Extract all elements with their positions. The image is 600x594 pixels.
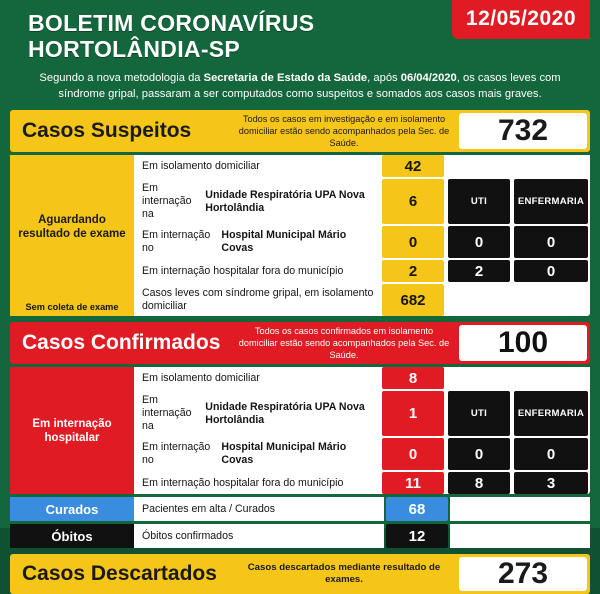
- row-desc-bold: Hospital Municipal Mário Covas: [221, 229, 347, 254]
- table-row: [134, 391, 590, 438]
- descartados-band: [10, 554, 590, 594]
- descartados-title: Casos Descartados: [22, 562, 217, 585]
- confirmados-title: Casos Confirmados: [22, 331, 221, 354]
- row-uti-value: 0: [448, 226, 510, 258]
- suspeitos-side-column: [10, 155, 134, 316]
- table-row: [134, 472, 590, 494]
- row-uti-value: 8: [448, 472, 510, 494]
- obitos-description: Óbitos confirmados: [134, 524, 384, 548]
- suspeitos-body: [10, 155, 590, 316]
- curados-label: Curados: [10, 497, 134, 521]
- table-row: [134, 367, 590, 391]
- row-description: [134, 260, 380, 282]
- row-description: [134, 226, 380, 258]
- confirmados-side-label: Em internação hospitalar: [10, 367, 134, 494]
- row-desc-text: Em isolamento domiciliar: [142, 371, 260, 384]
- row-description: [134, 284, 380, 316]
- row-enfermaria-value: 0: [514, 226, 588, 258]
- suspeitos-total: 732: [459, 113, 587, 149]
- section-confirmados: [10, 322, 590, 548]
- row-value: 6: [382, 179, 444, 224]
- row-description: [134, 367, 380, 389]
- confirmados-side-column: [10, 367, 134, 494]
- row-enfermaria-spacer: [514, 155, 588, 177]
- methodology-bold-2: 06/04/2020: [400, 72, 457, 84]
- suspeitos-rows: [134, 155, 590, 316]
- suspeitos-side-tag: Sem coleta de exame: [10, 299, 134, 316]
- column-header-enfermaria: ENFERMARIA: [514, 179, 588, 224]
- table-row: [134, 179, 590, 226]
- suspeitos-title: Casos Suspeitos: [22, 119, 192, 142]
- row-value: 8: [382, 367, 444, 389]
- table-row: [134, 155, 590, 179]
- row-uti-value: 0: [448, 438, 510, 470]
- table-row: [134, 226, 590, 260]
- column-header-uti: UTI: [448, 391, 510, 436]
- confirmados-body: [10, 367, 590, 494]
- row-desc-bold: Unidade Respiratória UPA Nova Hortolândia: [205, 188, 365, 214]
- row-value: 682: [382, 284, 444, 316]
- methodology-note: [10, 68, 590, 110]
- row-desc-text: Casos leves com síndrome gripal, em isolamento domiciliar: [142, 287, 374, 312]
- column-header-enfermaria: ENFERMARIA: [514, 391, 588, 436]
- row-value: 0: [382, 226, 444, 258]
- row-uti-spacer: [448, 155, 510, 177]
- row-desc-text: Em internação no: [142, 229, 211, 254]
- row-description: [134, 438, 380, 470]
- curados-strip: [10, 497, 590, 521]
- title-line-2: HORTOLÂNDIA-SP: [28, 36, 241, 62]
- row-description: [134, 179, 380, 224]
- row-value: 1: [382, 391, 444, 436]
- row-desc-text: Em internação hospitalar fora do município: [142, 476, 344, 489]
- row-uti-spacer: [448, 284, 510, 316]
- suspeitos-band: [10, 110, 590, 152]
- curados-value: 68: [386, 497, 448, 521]
- curados-pad: [450, 497, 590, 521]
- row-value: 0: [382, 438, 444, 470]
- row-enfermaria-spacer: [514, 367, 588, 389]
- row-desc-text: Em internação no: [142, 441, 211, 466]
- obitos-label: Óbitos: [10, 524, 134, 548]
- row-value: 11: [382, 472, 444, 494]
- obitos-value: 12: [386, 524, 448, 548]
- methodology-part-2: , após: [367, 72, 401, 84]
- section-suspeitos: [10, 110, 590, 316]
- row-desc-text: Em internação na: [142, 182, 192, 220]
- date-badge: 12/05/2020: [452, 0, 590, 39]
- header: [10, 0, 590, 68]
- confirmados-band: [10, 322, 590, 364]
- row-description: [134, 155, 380, 177]
- row-desc-text: Em internação na: [142, 394, 192, 432]
- methodology-part-3: , os casos leves com síndrome gripal, passaram a ser computados como suspeitos e somados aos casos mais graves.: [58, 72, 561, 100]
- row-desc-text: Em internação hospitalar fora do município: [142, 264, 344, 277]
- methodology-bold-1: Secretaria de Estado da Saúde: [203, 72, 368, 84]
- row-enfermaria-spacer: [514, 284, 588, 316]
- section-descartados: [10, 554, 590, 594]
- row-value: 42: [382, 155, 444, 177]
- row-desc-bold: Hospital Municipal Mário Covas: [221, 441, 347, 466]
- suspeitos-side-label: Aguardando resultado de exame: [10, 155, 134, 299]
- row-desc-text: Em isolamento domiciliar: [142, 159, 260, 172]
- row-value: 2: [382, 260, 444, 282]
- confirmados-rows: [134, 367, 590, 494]
- row-enfermaria-value: 0: [514, 438, 588, 470]
- descartados-note: Casos descartados mediante resultado de exames.: [247, 562, 441, 585]
- row-uti-spacer: [448, 367, 510, 389]
- suspeitos-note: Todos os casos em investigação e em isolamento domiciliar estão sendo acompanhados pela Sec. de Saúde.: [238, 114, 450, 148]
- table-row: [134, 284, 590, 316]
- row-description: [134, 472, 380, 494]
- descartados-total: 273: [459, 557, 587, 591]
- table-row: [134, 438, 590, 472]
- column-header-uti: UTI: [448, 179, 510, 224]
- title-line-1: BOLETIM CORONAVÍRUS: [28, 10, 315, 36]
- methodology-part-1: Segundo a nova metodologia da: [39, 72, 204, 84]
- row-uti-value: 2: [448, 260, 510, 282]
- row-desc-bold: Unidade Respiratória UPA Nova Hortolândia: [205, 400, 365, 426]
- row-enfermaria-value: 0: [514, 260, 588, 282]
- curados-description: Pacientes em alta / Curados: [134, 497, 384, 521]
- row-enfermaria-value: 3: [514, 472, 588, 494]
- confirmados-total: 100: [459, 325, 587, 361]
- row-description: [134, 391, 380, 436]
- table-row: [134, 260, 590, 284]
- confirmados-note: Todos os casos confirmados em isolamento domiciliar estão sendo acompanhados pela Sec. de Saúde.: [238, 326, 450, 360]
